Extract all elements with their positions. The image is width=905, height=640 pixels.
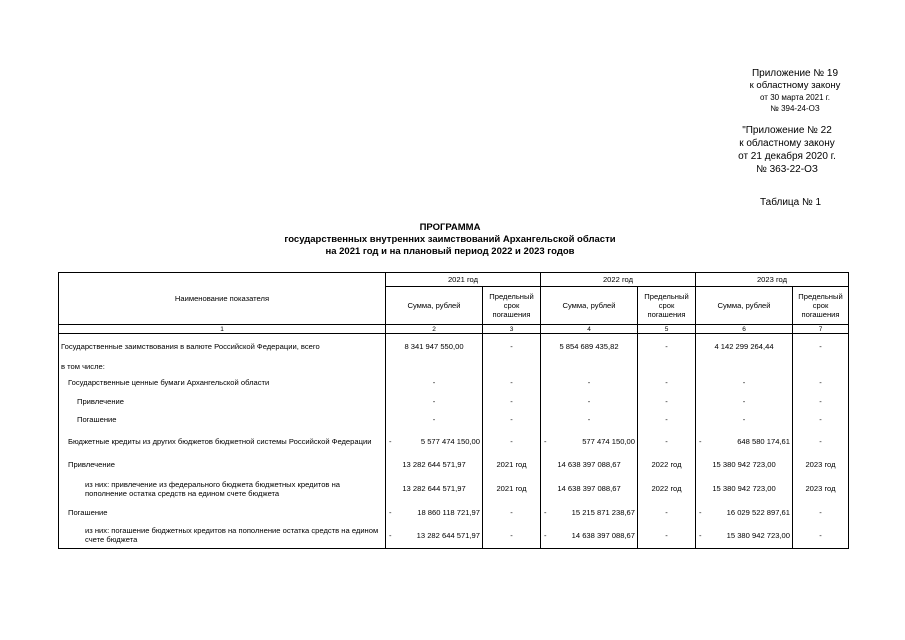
appendix2-law-number: № 363-22-ОЗ xyxy=(756,164,818,175)
title-line-3: на 2021 год и на плановый период 2022 и 2023 годов xyxy=(325,246,575,257)
appendix2-number: "Приложение № 22 xyxy=(742,125,832,136)
sum-2022: 5 854 689 435,82 xyxy=(541,334,638,360)
sum-2021: 13 282 644 571,97 xyxy=(386,475,483,503)
column-index: 7 xyxy=(793,325,849,334)
term-2022: - xyxy=(638,523,696,549)
row-name: Погашение xyxy=(59,411,386,429)
header-term: Предельный срок погашения xyxy=(793,287,849,325)
column-index: 5 xyxy=(638,325,696,334)
table-row xyxy=(59,503,849,523)
sum-2022: 577 474 150,00 xyxy=(582,437,635,446)
term-2021: 2021 год xyxy=(483,455,541,475)
appendix2-date: от 21 декабря 2020 г. xyxy=(738,151,836,162)
sum-2022: - xyxy=(541,411,638,429)
term-2022: 2022 год xyxy=(638,455,696,475)
appendix-reference xyxy=(735,68,855,114)
column-index: 2 xyxy=(386,325,483,334)
term-2022: - xyxy=(638,373,696,393)
sum-2022: - xyxy=(541,373,638,393)
borrowing-program-table xyxy=(58,272,849,549)
row-name: Государственные заимствования в валюте Российской Федерации, всего xyxy=(59,334,386,360)
header-sum: Сумма, рублей xyxy=(386,287,483,325)
term-2021: - xyxy=(483,429,541,455)
sign-dash: - xyxy=(389,437,392,446)
sum-2022: 15 215 871 238,67 xyxy=(571,508,635,517)
column-index: 4 xyxy=(541,325,638,334)
sign-dash: - xyxy=(699,530,702,540)
term-2022: - xyxy=(638,334,696,360)
term-2022: - xyxy=(638,429,696,455)
sum-2023: - xyxy=(696,411,793,429)
sum-2021: 18 860 118 721,97 xyxy=(417,508,480,517)
header-sum: Сумма, рублей xyxy=(696,287,793,325)
appendix-law-number: № 394-24-ОЗ xyxy=(770,104,820,113)
term-2022: - xyxy=(638,503,696,523)
row-name: Погашение xyxy=(59,503,386,523)
table-row xyxy=(59,475,849,503)
term-2021: - xyxy=(483,411,541,429)
sign-dash: - xyxy=(544,530,547,540)
sum-2023: 16 029 522 897,61 xyxy=(726,508,790,517)
term-2021: - xyxy=(483,523,541,549)
sum-2023: 15 380 942 723,00 xyxy=(726,530,790,540)
table-row xyxy=(59,334,849,360)
title-line-2: государственных внутренних заимствований Архангельской области xyxy=(284,234,616,245)
sign-dash: - xyxy=(389,508,392,517)
term-2021: 2021 год xyxy=(483,475,541,503)
header-name: Наименование показателя xyxy=(59,273,386,325)
term-2022: - xyxy=(638,393,696,411)
term-2023: - xyxy=(793,503,849,523)
sum-2021: 8 341 947 550,00 xyxy=(386,334,483,360)
term-2023: - xyxy=(793,523,849,549)
term-2021: - xyxy=(483,503,541,523)
sum-2023: - xyxy=(696,373,793,393)
sum-2023: 15 380 942 723,00 xyxy=(696,475,793,503)
row-name: Государственные ценные бумаги Архангельской области xyxy=(59,373,386,393)
column-index: 3 xyxy=(483,325,541,334)
sum-2021: - xyxy=(386,373,483,393)
sum-2021: 13 282 644 571,97 xyxy=(416,530,480,540)
term-2021: - xyxy=(483,373,541,393)
sum-2023: - xyxy=(696,393,793,411)
term-2023: - xyxy=(793,393,849,411)
table-row xyxy=(59,393,849,411)
term-2023: - xyxy=(793,334,849,360)
term-2023: - xyxy=(793,429,849,455)
header-year-2023: 2023 год xyxy=(696,273,849,287)
sum-2022: 14 638 397 088,67 xyxy=(571,530,635,540)
sum-2021: 5 577 474 150,00 xyxy=(420,437,480,446)
row-name: Привлечение xyxy=(59,455,386,475)
sign-dash: - xyxy=(544,508,547,517)
table-row xyxy=(59,455,849,475)
term-2022: - xyxy=(638,411,696,429)
column-index: 6 xyxy=(696,325,793,334)
appendix2-law: к областному закону xyxy=(739,138,835,149)
appendix-date: от 30 марта 2021 г. xyxy=(760,93,830,102)
sum-2021: - xyxy=(386,393,483,411)
appendix-original-reference xyxy=(726,124,848,176)
sum-2021: 13 282 644 571,97 xyxy=(386,455,483,475)
term-2023: 2023 год xyxy=(793,475,849,503)
column-index: 1 xyxy=(59,325,386,334)
sign-dash: - xyxy=(389,530,392,540)
term-2023: 2023 год xyxy=(793,455,849,475)
header-term: Предельный срок погашения xyxy=(483,287,541,325)
sign-dash: - xyxy=(699,437,702,446)
header-year-2021: 2021 год xyxy=(386,273,541,287)
table-number: Таблица № 1 xyxy=(760,197,822,208)
row-name: из них: погашение бюджетных кредитов на пополнение остатка средств на едином счете бюджета xyxy=(59,523,386,549)
appendix-number: Приложение № 19 xyxy=(751,68,839,79)
table-row xyxy=(59,411,849,429)
row-name: Бюджетные кредиты из других бюджетов бюджетной системы Российской Федерации xyxy=(59,429,386,455)
sum-2022: 14 638 397 088,67 xyxy=(541,455,638,475)
table-row xyxy=(59,523,849,549)
table-row xyxy=(59,373,849,393)
table-row xyxy=(59,360,849,373)
sum-2023: 648 580 174,61 xyxy=(737,437,790,446)
document-title xyxy=(200,222,700,258)
table-row xyxy=(59,429,849,455)
sum-2023: 4 142 299 264,44 xyxy=(696,334,793,360)
header-sum: Сумма, рублей xyxy=(541,287,638,325)
sum-2021: - xyxy=(386,411,483,429)
row-name: в том числе: xyxy=(59,360,386,373)
header-year-2022: 2022 год xyxy=(541,273,696,287)
sign-dash: - xyxy=(699,508,702,517)
term-2021: - xyxy=(483,393,541,411)
term-2023: - xyxy=(793,411,849,429)
term-2022: 2022 год xyxy=(638,475,696,503)
sign-dash: - xyxy=(544,437,547,446)
term-2021: - xyxy=(483,334,541,360)
row-name: Привлечение xyxy=(59,393,386,411)
title-line-1: ПРОГРАММА xyxy=(419,222,481,233)
sum-2022: - xyxy=(541,393,638,411)
appendix-law: к областному закону xyxy=(749,80,841,91)
sum-2022: 14 638 397 088,67 xyxy=(541,475,638,503)
sum-2023: 15 380 942 723,00 xyxy=(696,455,793,475)
row-name: из них: привлечение из федерального бюджета бюджетных кредитов на пополнение остатка средств на едином счете бюджета xyxy=(59,475,386,503)
header-term: Предельный срок погашения xyxy=(638,287,696,325)
term-2023: - xyxy=(793,373,849,393)
